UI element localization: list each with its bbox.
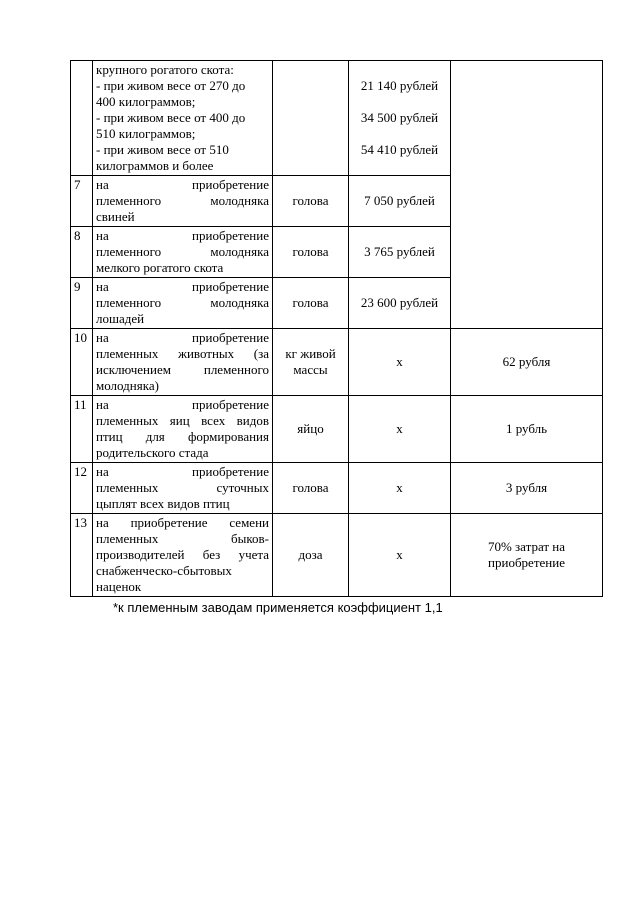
row-number-cell: 11 bbox=[71, 396, 93, 463]
row-rate2-cell-merged bbox=[451, 61, 603, 329]
row-name-cell bbox=[93, 227, 273, 278]
row-rate1-cell: 7 050 рублей bbox=[349, 176, 451, 227]
row-number-cell: 12 bbox=[71, 463, 93, 514]
row-name-line: - при живом весе от 400 до bbox=[96, 110, 246, 125]
row-rate1-cell bbox=[349, 61, 451, 176]
row-rate1-cell: х bbox=[349, 329, 451, 396]
row-unit-cell: голова bbox=[273, 463, 349, 514]
row-name-line: на приобретение семени bbox=[96, 515, 269, 530]
row-rate1-cell: 23 600 рублей bbox=[349, 278, 451, 329]
row-number-cell bbox=[71, 61, 93, 176]
subsidy-rates-table bbox=[70, 60, 603, 597]
row-name-line: на приобретение bbox=[96, 397, 269, 412]
row-name-line: крупного рогатого скота: bbox=[96, 62, 234, 77]
row-name-cell bbox=[93, 176, 273, 227]
table-row bbox=[71, 329, 603, 396]
row-number-cell: 9 bbox=[71, 278, 93, 329]
row-name-line: племенного молодняка bbox=[96, 295, 269, 310]
row-name-line: - при живом весе от 270 до bbox=[96, 78, 246, 93]
table-row bbox=[71, 396, 603, 463]
rate-value: 54 410 рублей bbox=[360, 142, 439, 157]
row-unit-cell: голова bbox=[273, 227, 349, 278]
row-name-line: свиней bbox=[96, 209, 135, 224]
row-rate1-cell: 3 765 рублей bbox=[349, 227, 451, 278]
row-rate2-cell: 70% затрат на приобретение bbox=[451, 514, 603, 597]
row-name-line: племенного молодняка bbox=[96, 244, 269, 259]
row-name-cell bbox=[93, 329, 273, 396]
row-name-line: килограммов и более bbox=[96, 158, 214, 173]
row-name-line: племенных яиц всех видов bbox=[96, 413, 269, 428]
row-name-cell bbox=[93, 396, 273, 463]
row-rate2-cell: 1 рубль bbox=[451, 396, 603, 463]
row-name-line: племенного молодняка bbox=[96, 193, 269, 208]
row-rate1-cell: х bbox=[349, 463, 451, 514]
row-name-line: цыплят всех видов птиц bbox=[96, 496, 230, 511]
table-row bbox=[71, 463, 603, 514]
row-name-cell bbox=[93, 61, 273, 176]
row-unit-cell: яйцо bbox=[273, 396, 349, 463]
row-name-line: мелкого рогатого скота bbox=[96, 260, 224, 275]
row-name-line: лошадей bbox=[96, 311, 145, 326]
row-name-line: на приобретение bbox=[96, 464, 269, 479]
row-number-cell: 13 bbox=[71, 514, 93, 597]
rate-value: 34 500 рублей bbox=[360, 110, 439, 125]
row-name-line: - при живом весе от 510 bbox=[96, 142, 229, 157]
row-name-line: снабженческо-сбытовых bbox=[96, 563, 232, 578]
table-row bbox=[71, 61, 603, 176]
rate-value: 21 140 рублей bbox=[360, 78, 439, 93]
row-name-line: 510 килограммов; bbox=[96, 126, 196, 141]
row-unit-cell: доза bbox=[273, 514, 349, 597]
row-name-line: исключением племенного bbox=[96, 362, 269, 377]
row-name-line: родительского стада bbox=[96, 445, 209, 460]
row-name-line: производителей без учета bbox=[96, 547, 269, 562]
row-unit-cell: голова bbox=[273, 176, 349, 227]
row-unit-cell: голова bbox=[273, 278, 349, 329]
row-name-line: 400 килограммов; bbox=[96, 94, 196, 109]
row-rate2-cell: 3 рубля bbox=[451, 463, 603, 514]
row-name-line: наценок bbox=[96, 579, 142, 594]
row-name-cell bbox=[93, 514, 273, 597]
row-number-cell: 8 bbox=[71, 227, 93, 278]
row-unit-cell bbox=[273, 61, 349, 176]
row-name-line: на приобретение bbox=[96, 330, 269, 345]
row-name-line: племенных суточных bbox=[96, 480, 269, 495]
row-rate1-cell: х bbox=[349, 396, 451, 463]
row-rate2-cell: 62 рубля bbox=[451, 329, 603, 396]
row-unit-cell: кг живой массы bbox=[273, 329, 349, 396]
row-number-cell: 7 bbox=[71, 176, 93, 227]
row-name-line: на приобретение bbox=[96, 228, 269, 243]
row-name-cell bbox=[93, 463, 273, 514]
row-name-line: на приобретение bbox=[96, 177, 269, 192]
row-number-cell: 10 bbox=[71, 329, 93, 396]
row-name-line: племенных быков- bbox=[96, 531, 269, 546]
row-name-line: птиц для формирования bbox=[96, 429, 269, 444]
row-name-line: молодняка) bbox=[96, 378, 159, 393]
table-row bbox=[71, 514, 603, 597]
row-name-cell bbox=[93, 278, 273, 329]
footnote: *к племенным заводам применяется коэффициент 1,1 bbox=[113, 600, 443, 615]
row-name-line: на приобретение bbox=[96, 279, 269, 294]
row-rate1-cell: х bbox=[349, 514, 451, 597]
row-name-line: племенных животных (за bbox=[96, 346, 269, 361]
